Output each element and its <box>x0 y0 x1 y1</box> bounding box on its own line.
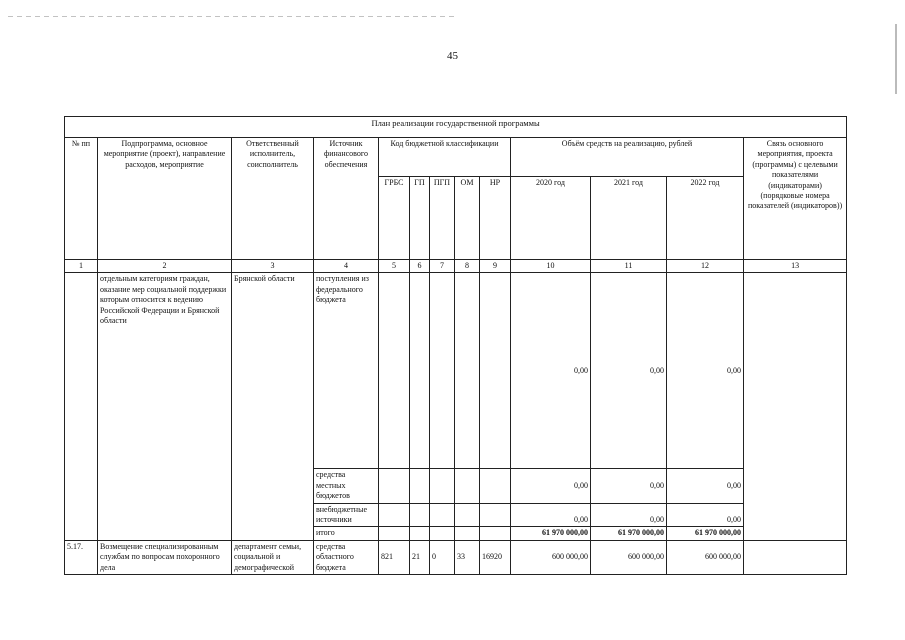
cell-source: средства местных бюджетов <box>314 469 379 503</box>
column-number: 6 <box>410 260 430 273</box>
header-om: ОМ <box>455 177 480 260</box>
header-year-2020: 2020 год <box>511 177 591 260</box>
header-pgp: ПГП <box>430 177 455 260</box>
column-number: 4 <box>314 260 379 273</box>
header-year-2022: 2022 год <box>667 177 744 260</box>
header-budget-code: Код бюджетной классификации <box>379 138 511 177</box>
cell-2021: 61 970 000,00 <box>591 527 667 540</box>
cell-gp: 21 <box>410 540 430 574</box>
cell-2022: 0,00 <box>667 503 744 527</box>
cell-link <box>744 540 847 574</box>
table-row <box>65 540 847 574</box>
table-caption-row <box>65 117 847 138</box>
cell-responsible: департамент семьи, социальной и демографической <box>232 540 314 574</box>
cell-pgp: 0 <box>430 540 455 574</box>
cell-np <box>480 503 511 527</box>
column-number-row <box>65 260 847 273</box>
cell-2021: 0,00 <box>591 273 667 469</box>
cell-grbs <box>379 527 410 540</box>
column-number: 12 <box>667 260 744 273</box>
cell-2022: 600 000,00 <box>667 540 744 574</box>
cell-om: 33 <box>455 540 480 574</box>
cell-program: отдельным категориям граждан, оказание мер социальной поддержки которым относится к ведению Российской Федерации и Брянской области <box>98 273 232 540</box>
cell-num <box>65 273 98 540</box>
cell-2020: 0,00 <box>511 503 591 527</box>
column-number: 3 <box>232 260 314 273</box>
cell-om <box>455 503 480 527</box>
column-number: 8 <box>455 260 480 273</box>
column-number: 13 <box>744 260 847 273</box>
cell-np <box>480 469 511 503</box>
column-number: 9 <box>480 260 511 273</box>
cell-num: 5.17. <box>65 540 98 574</box>
cell-gp <box>410 273 430 469</box>
header-program: Подпрограмма, основное мероприятие (проект), направление расходов, мероприятие <box>98 138 232 260</box>
header-row <box>65 138 847 177</box>
cell-link <box>744 273 847 540</box>
header-responsible: Ответственный исполнитель, соисполнитель <box>232 138 314 260</box>
header-source: Источник финансового обеспечения <box>314 138 379 260</box>
cell-2021: 0,00 <box>591 503 667 527</box>
header-volume: Объём средств на реализацию, рублей <box>511 138 744 177</box>
header-num: № пп <box>65 138 98 260</box>
cell-source: поступления из федерального бюджета <box>314 273 379 469</box>
cell-gp <box>410 503 430 527</box>
cell-grbs <box>379 469 410 503</box>
cell-np: 16920 <box>480 540 511 574</box>
cell-np <box>480 273 511 469</box>
cell-grbs: 821 <box>379 540 410 574</box>
cell-source: средства областного бюджета <box>314 540 379 574</box>
header-gp: ГП <box>410 177 430 260</box>
table-caption: План реализации государственной программы <box>65 117 847 138</box>
cell-om <box>455 527 480 540</box>
header-grbs: ГРБС <box>379 177 410 260</box>
cell-2020: 600 000,00 <box>511 540 591 574</box>
cell-2020: 0,00 <box>511 469 591 503</box>
column-number: 11 <box>591 260 667 273</box>
cell-pgp <box>430 527 455 540</box>
cell-om <box>455 469 480 503</box>
cell-gp <box>410 527 430 540</box>
column-number: 5 <box>379 260 410 273</box>
header-np: НР <box>480 177 511 260</box>
cell-2022: 0,00 <box>667 469 744 503</box>
cell-grbs <box>379 503 410 527</box>
cell-om <box>455 273 480 469</box>
cell-2022: 0,00 <box>667 273 744 469</box>
cell-2021: 0,00 <box>591 469 667 503</box>
column-number: 2 <box>98 260 232 273</box>
cell-pgp <box>430 273 455 469</box>
cell-np <box>480 527 511 540</box>
cell-2022: 61 970 000,00 <box>667 527 744 540</box>
column-number: 7 <box>430 260 455 273</box>
table-row <box>65 273 847 469</box>
cell-program: Возмещение специализированным службам по вопросам похоронного дела <box>98 540 232 574</box>
cell-source: внебюджетные источники <box>314 503 379 527</box>
cell-2020: 61 970 000,00 <box>511 527 591 540</box>
cell-grbs <box>379 273 410 469</box>
cell-2020: 0,00 <box>511 273 591 469</box>
cell-pgp <box>430 469 455 503</box>
cell-2021: 600 000,00 <box>591 540 667 574</box>
cell-pgp <box>430 503 455 527</box>
column-number: 10 <box>511 260 591 273</box>
cell-gp <box>410 469 430 503</box>
page-number: 45 <box>447 50 458 62</box>
program-plan-table <box>64 116 847 575</box>
cell-source: итого <box>314 527 379 540</box>
cell-responsible: Брянской области <box>232 273 314 540</box>
scan-artifact-line <box>8 16 458 17</box>
column-number: 1 <box>65 260 98 273</box>
header-year-2021: 2021 год <box>591 177 667 260</box>
header-link: Связь основного мероприятия, проекта (программы) с целевыми показателями (индикаторами) (порядковые номера показателей (индикаторов)) <box>744 138 847 260</box>
